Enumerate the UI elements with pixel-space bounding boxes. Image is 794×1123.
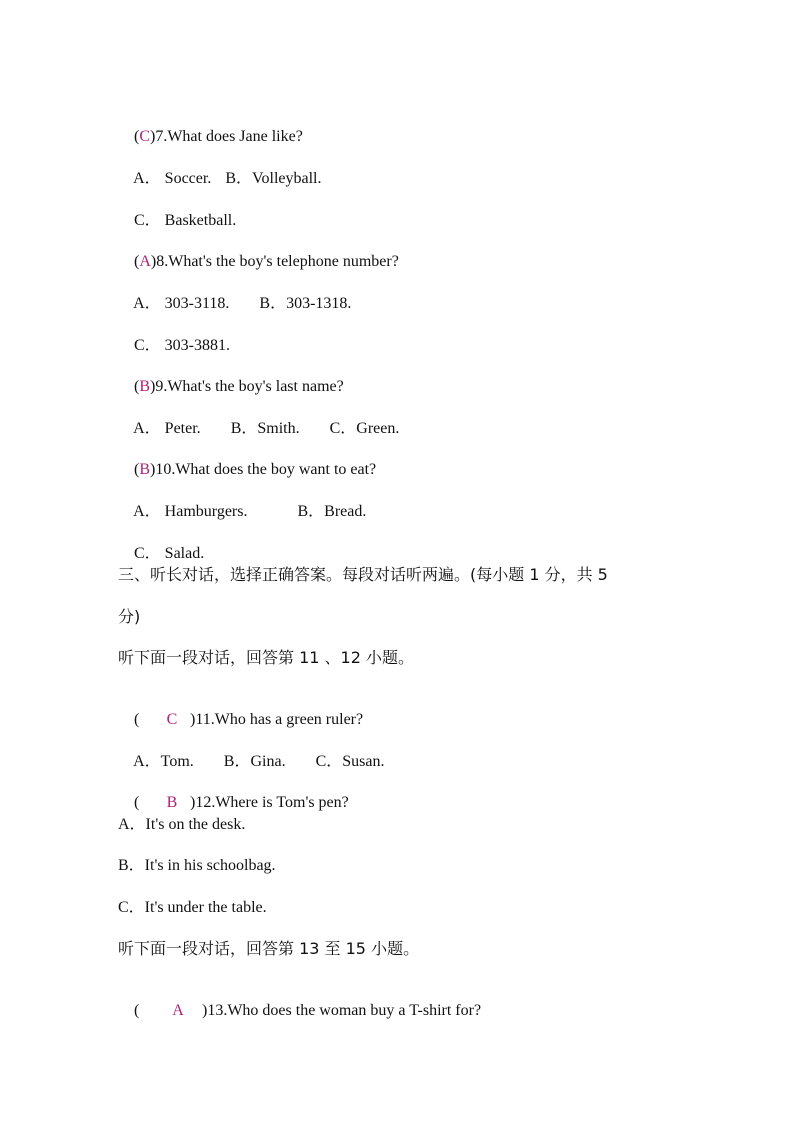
section-3-heading-cont: 分) xyxy=(118,607,141,626)
open-paren: ( xyxy=(134,253,140,270)
open-paren: ( xyxy=(134,1002,140,1019)
answer-q11: C xyxy=(166,711,178,728)
option-b: B．Gina. xyxy=(223,753,286,770)
option-b: B．Volleyball. xyxy=(225,170,322,187)
question-text: )13.Who does the woman buy a T-shirt for? xyxy=(202,1002,482,1019)
open-paren: ( xyxy=(134,128,140,145)
option-a: A． Hamburgers. xyxy=(133,503,248,520)
option-b: B．303-1318. xyxy=(259,295,352,312)
question-text: )7.What does Jane like? xyxy=(150,128,303,145)
answer-q9: B xyxy=(139,378,150,395)
answer-q10: B xyxy=(139,461,150,478)
question-text: )9.What's the boy's last name? xyxy=(150,378,344,395)
dialog-2-intro: 听下面一段对话，回答第 13 至 15 小题。 xyxy=(118,939,420,958)
option-b-q12: B．It's in his schoolbag. xyxy=(118,857,276,874)
option-a: A． 303-3118. xyxy=(133,295,230,312)
section-3-heading: 三、听长对话，选择正确答案。每段对话听两遍。(每小题 1 分，共 5 xyxy=(118,565,608,584)
dialog-1-intro: 听下面一段对话，回答第 11 、12 小题。 xyxy=(118,648,414,667)
option-c: C．Susan. xyxy=(315,753,385,770)
option-a-q12: A．It's on the desk. xyxy=(118,816,246,833)
option-c: C．Green. xyxy=(329,420,400,437)
question-text: )11.Who has a green ruler? xyxy=(190,711,364,728)
open-paren: ( xyxy=(134,794,140,811)
answer-q13: A xyxy=(172,1002,184,1019)
answer-q7: C xyxy=(139,128,150,145)
option-c: C． Salad. xyxy=(134,545,205,562)
open-paren: ( xyxy=(134,461,140,478)
option-a: A． Peter. xyxy=(133,420,201,437)
question-text: )10.What does the boy want to eat? xyxy=(150,461,377,478)
option-a: A．Tom. xyxy=(133,753,194,770)
option-a: A． Soccer. xyxy=(133,170,212,187)
open-paren: ( xyxy=(134,711,140,728)
question-text: )8.What's the boy's telephone number? xyxy=(150,253,399,270)
option-c: C． Basketball. xyxy=(134,212,237,229)
question-text: )12.Where is Tom's pen? xyxy=(190,794,349,811)
option-b: B．Smith. xyxy=(230,420,300,437)
open-paren: ( xyxy=(134,378,140,395)
question-13 xyxy=(118,981,481,1041)
option-c-q12: C．It's under the table. xyxy=(118,899,267,916)
answer-q8: A xyxy=(139,253,151,270)
option-b: B．Bread. xyxy=(297,503,367,520)
option-c: C． 303-3881. xyxy=(134,337,231,354)
answer-q12: B xyxy=(166,794,178,811)
